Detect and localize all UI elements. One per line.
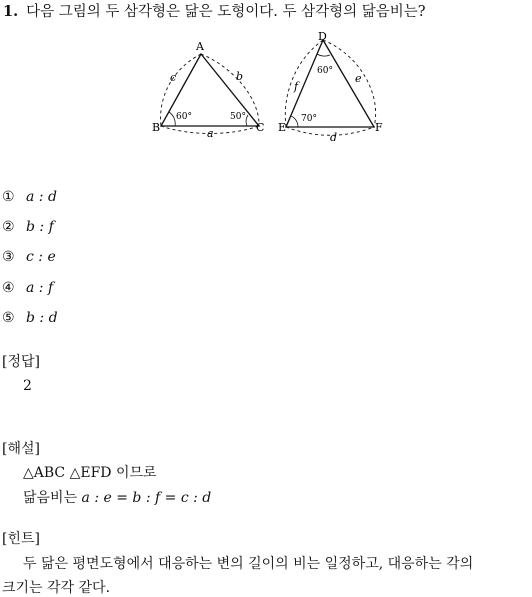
choice-1[interactable]: [2, 189, 57, 205]
choice-text: a : f: [26, 280, 54, 296]
answer-value: 2: [23, 378, 32, 394]
vertex-a: A: [196, 40, 204, 53]
side-d: d: [330, 131, 338, 144]
side-b: b: [236, 70, 244, 83]
angle-c: 50°: [230, 112, 246, 122]
choice-5[interactable]: [2, 310, 58, 326]
vertex-b: B: [152, 121, 161, 134]
choice-4[interactable]: [2, 280, 53, 296]
choice-3[interactable]: [2, 249, 56, 265]
answer-label: [정답]: [2, 354, 40, 370]
angle-d: 60°: [317, 66, 333, 76]
hint-label: [힌트]: [2, 531, 40, 547]
choice-marker: ②: [2, 219, 15, 235]
triangle-def: [278, 30, 383, 144]
vertex-c: C: [256, 121, 265, 134]
vertex-f: F: [375, 121, 383, 134]
similarity-ratio: a : e = b : f = c : d: [81, 490, 212, 506]
hint-line-2: 크기는 각각 같다.: [2, 580, 111, 596]
angle-e: 70°: [301, 114, 317, 124]
question-number: 1.: [3, 3, 19, 20]
explanation-line-2-text: 닮음비는: [23, 490, 82, 506]
angle-b: 60°: [176, 112, 192, 122]
triangle-figure: [140, 30, 390, 145]
explanation-line-2: [23, 487, 211, 507]
side-a: a: [207, 127, 214, 140]
triangle-abc: [152, 40, 264, 140]
side-e: e: [355, 72, 362, 85]
side-c: c: [170, 71, 177, 84]
side-f: f: [294, 80, 299, 93]
hint-line-1: 두 닮은 평면도형에서 대응하는 변의 길이의 비는 일정하고, 대응하는 각의: [23, 556, 474, 572]
choice-2[interactable]: [2, 219, 54, 235]
choice-text: b : f: [26, 219, 54, 235]
vertex-d: D: [318, 30, 327, 43]
vertex-e: E: [278, 121, 287, 134]
question: [3, 0, 426, 21]
choice-text: a : d: [26, 189, 57, 205]
question-text: 다음 그림의 두 삼각형은 닮은 도형이다. 두 삼각형의 닮음비는?: [26, 4, 426, 20]
choice-marker: ①: [2, 189, 15, 205]
choice-text: b : d: [26, 310, 58, 326]
choice-text: c : e: [26, 249, 56, 265]
choice-marker: ③: [2, 249, 15, 265]
explanation-label: [해설]: [2, 441, 40, 457]
choice-marker: ⑤: [2, 310, 15, 326]
explanation-line-1: △ABC △EFD 이므로: [23, 465, 157, 481]
choice-marker: ④: [2, 280, 15, 296]
